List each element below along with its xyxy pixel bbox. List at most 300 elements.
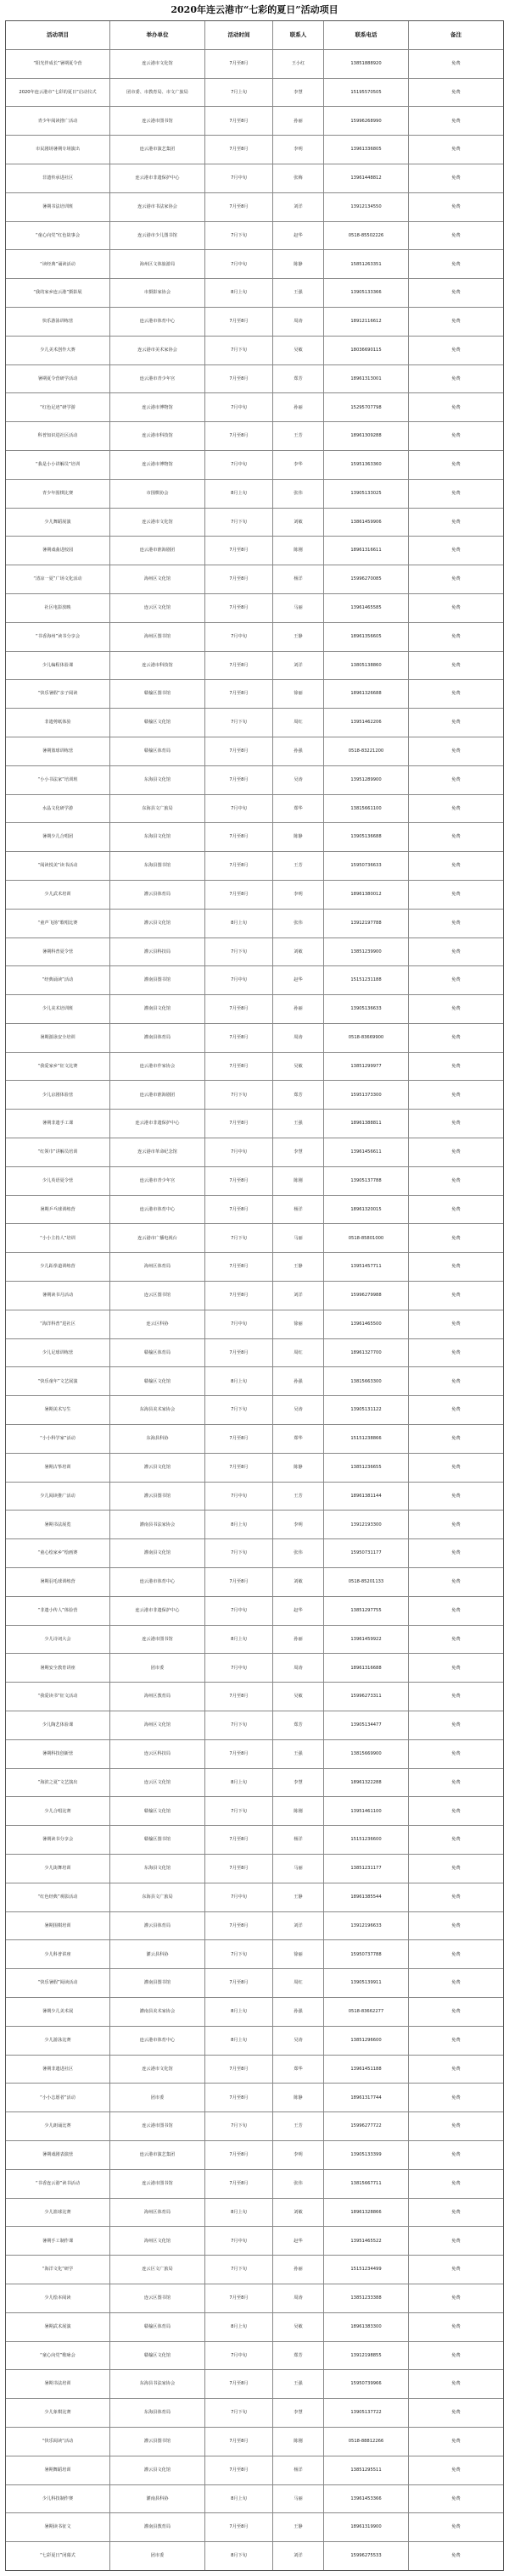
cell-activity: 少儿合唱比赛 [44,1808,71,1814]
cell-contact: 徐丽 [272,680,323,708]
cell-activity: “童心向党”歌咏会 [40,2352,76,2358]
table-row [6,2369,503,2398]
cell-note: 免费 [408,422,503,450]
cell-time: 7月至8月 [204,1826,272,1854]
cell-phone: 13961451188 [323,2056,408,2084]
cell-activity: 暑期乒乓球训练营 [40,1206,76,1212]
cell-organizer: 连云港市非遗保护中心 [109,164,204,192]
table-row [6,2312,503,2341]
cell-phone: 13851295511 [323,2456,408,2484]
table-row [6,78,503,107]
cell-note: 免费 [408,136,503,164]
cell-note: 免费 [408,1483,503,1511]
table-row [6,364,503,393]
cell-time: 7月至8月 [204,652,272,680]
cell-activity: 暑期篮球训练营 [42,748,74,754]
table-row [6,536,503,565]
header-note: 备注 [408,21,503,49]
cell-contact: 孙丽 [272,393,323,421]
cell-contact: 王强 [272,1740,323,1768]
cell-activity: “我的家乡连云港”摄影展 [33,290,82,296]
cell-note: 免费 [408,795,503,823]
cell-organizer: 灌南县文化馆 [109,1539,204,1567]
cell-time: 7月下旬 [204,222,272,250]
cell-organizer: 连云港市书法家协会 [109,193,204,221]
cell-phone: 13851239900 [323,938,408,966]
cell-activity: 暑期非遗进社区 [42,2066,74,2072]
cell-time: 7月下旬 [204,2399,272,2427]
cell-activity: 少儿跆拳道训练营 [40,1264,76,1270]
cell-time: 8月上旬 [204,2485,272,2513]
cell-phone: 13815667711 [323,2170,408,2198]
table-row [6,1109,503,1138]
cell-contact: 刘洋 [272,1912,323,1940]
cell-phone: 13912196633 [323,1912,408,1940]
cell-contact: 刘敏 [272,1568,323,1596]
cell-activity: “我是小小讲解员”培训 [35,462,81,468]
cell-note: 免费 [408,938,503,966]
cell-contact: 陈刚 [272,537,323,565]
cell-time: 7月至8月 [204,422,272,450]
cell-note: 免费 [408,2141,503,2169]
header-activity: 活动项目 [47,31,69,39]
cell-organizer: 灌南县美术家协会 [109,1998,204,2026]
table-row [6,765,503,794]
cell-time: 7月至8月 [204,2170,272,2198]
cell-note: 免费 [408,1539,503,1567]
cell-organizer: 连云区图书馆 [109,1282,204,1310]
cell-phone: 0518-83669900 [323,1024,408,1052]
cell-contact: 陈静 [272,1454,323,1482]
cell-activity: 暑期夏令营研学活动 [37,376,78,381]
cell-activity: “快乐暑假”亲子阅读 [37,691,78,697]
cell-phone: 13961456611 [323,1138,408,1166]
cell-phone: 13961453366 [323,2485,408,2513]
cell-note: 免费 [408,1024,503,1052]
table-row [6,1252,503,1281]
cell-note: 免费 [408,279,503,307]
cell-phone: 18961381144 [323,1483,408,1511]
cell-note: 免费 [408,393,503,421]
cell-time: 7月至8月 [204,1167,272,1195]
cell-activity: “快乐阅读”活动 [42,2439,74,2445]
cell-organizer: 灌云县科协 [109,1940,204,1968]
table-row [6,565,503,593]
cell-time: 7月下旬 [204,1940,272,1968]
cell-contact: 杨洋 [272,1196,323,1224]
cell-contact: 王静 [272,1253,323,1281]
cell-phone: 18912116612 [323,308,408,336]
cell-time: 8月上旬 [204,1998,272,2026]
cell-organizer: 海州区体育局 [109,2199,204,2227]
table-header-row [6,21,503,49]
table-row [6,1395,503,1424]
cell-contact: 吴涛 [272,766,323,794]
cell-organizer: 灌云县科技局 [109,938,204,966]
cell-phone: 15950736633 [323,852,408,880]
cell-organizer: 海州区图书馆 [109,623,204,651]
cell-activity: 少儿诗词大会 [44,1636,71,1642]
table-row [6,135,503,164]
cell-note: 免费 [408,1425,503,1453]
cell-note: 免费 [408,995,503,1023]
cell-contact: 刘洋 [272,193,323,221]
cell-activity: 少儿科技制作赛 [42,2495,74,2501]
cell-note: 免费 [408,365,503,393]
cell-note: 免费 [408,2056,503,2084]
cell-activity: 暑期书法培训班 [42,203,74,209]
cell-note: 免费 [408,222,503,250]
cell-organizer: 灌云县文化馆 [109,1454,204,1482]
cell-activity: “童心向党”红色故事会 [35,232,81,238]
cell-contact: 陈刚 [272,2428,323,2456]
cell-organizer: 灌南县教育局 [109,2513,204,2541]
cell-phone: 15195570505 [323,79,408,107]
cell-activity: 暑期游泳安全培训 [40,1035,76,1041]
cell-time: 7月至8月 [204,50,272,78]
cell-phone: 13851236655 [323,1454,408,1482]
cell-time: 7月下旬 [204,1539,272,1567]
table-row [6,1825,503,1854]
cell-contact: 李华 [272,451,323,479]
cell-time: 7月至8月 [204,2056,272,2084]
cell-time: 7月中旬 [204,966,272,994]
table-row [6,1739,503,1768]
cell-phone: 15950737788 [323,1940,408,1968]
table-row [6,1482,503,1511]
cell-note: 免费 [408,1969,503,1997]
cell-phone: 13912197788 [323,910,408,937]
cell-contact: 吴敏 [272,2313,323,2341]
table-row [6,2398,503,2427]
table-row [6,2484,503,2513]
cell-activity: “童心绘家乡”绘画赛 [37,1550,78,1556]
cell-activity: 少儿街舞培训 [44,1866,71,1872]
cell-organizer: 连云港市文化馆 [109,2056,204,2084]
cell-organizer: 东海县文化馆 [109,823,204,851]
cell-note: 免费 [408,1310,503,1338]
cell-phone: 18961320015 [323,1196,408,1224]
cell-time: 7月中旬 [204,164,272,192]
cell-organizer: 东海县文化馆 [109,1855,204,1883]
cell-activity: “快乐童年”文艺展演 [37,1378,78,1384]
cell-activity: 暑期科技创新营 [42,1750,74,1756]
cell-organizer: 东海县科协 [109,1425,204,1453]
cell-organizer: 灌南县文化馆 [109,995,204,1023]
cell-time: 7月至8月 [204,2513,272,2541]
cell-contact: 李慧 [272,1769,323,1797]
table-row [6,1310,503,1338]
cell-phone: 13905133025 [323,480,408,508]
cell-organizer: 海州区文化馆 [109,565,204,593]
cell-contact: 李明 [272,2141,323,2169]
cell-organizer: 赣榆区文化馆 [109,1367,204,1395]
cell-contact: 陈静 [272,250,323,278]
cell-time: 7月至8月 [204,107,272,135]
cell-phone: 15151236600 [323,1826,408,1854]
table-row [6,1625,503,1654]
cell-organizer: 东海县文广旅局 [109,1883,204,1911]
cell-contact: 李明 [272,1511,323,1538]
cell-time: 7月下旬 [204,2112,272,2140]
cell-contact: 张伟 [272,910,323,937]
cell-time: 7月至8月 [204,737,272,765]
cell-organizer: 赣榆区文化馆 [109,1797,204,1825]
cell-note: 免费 [408,623,503,651]
cell-activity: 暑期非遗手工课 [42,1121,74,1127]
cell-contact: 刘洋 [272,1282,323,1310]
cell-phone: 13851888920 [323,50,408,78]
cell-contact: 刘敏 [272,2199,323,2227]
cell-note: 免费 [408,79,503,107]
cell-contact: 李慧 [272,1138,323,1166]
cell-contact: 孙丽 [272,107,323,135]
cell-activity: 暑期戏曲进校园 [42,548,74,554]
cell-phone: 15951363360 [323,451,408,479]
cell-note: 免费 [408,2313,503,2341]
cell-organizer: 灌云县图书馆 [109,1483,204,1511]
cell-note: 免费 [408,1511,503,1538]
cell-organizer: 连云港市图书馆 [109,107,204,135]
table-row [6,392,503,421]
cell-phone: 15951373300 [323,1081,408,1109]
cell-note: 免费 [408,2370,503,2398]
cell-contact: 王强 [272,279,323,307]
cell-organizer: 灌南县书法家协会 [109,1511,204,1538]
cell-contact: 杨洋 [272,565,323,593]
cell-activity: “七彩夏日”闭幕式 [40,2553,76,2559]
cell-phone: 18961380012 [323,881,408,909]
cell-contact: 吴敏 [272,1053,323,1081]
cell-phone: 18961327700 [323,1339,408,1367]
cell-note: 免费 [408,1224,503,1252]
table-row [6,851,503,880]
cell-note: 免费 [408,2084,503,2111]
cell-phone: 15151231188 [323,966,408,994]
cell-activity: 少儿足球训练营 [42,1349,74,1355]
cell-phone: 13961459922 [323,1626,408,1654]
cell-activity: “海洋文化”研学 [42,2267,74,2273]
cell-phone: 13951465522 [323,2227,408,2255]
cell-activity: 暑期美术写生 [44,1407,71,1413]
cell-activity: “书香海州”读书分享会 [35,633,81,639]
table-row [6,1166,503,1195]
cell-note: 免费 [408,1797,503,1825]
cell-time: 7月至8月 [204,1110,272,1138]
cell-note: 免费 [408,1454,503,1482]
cell-organizer: 市摄影家协会 [109,279,204,307]
cell-phone: 13961465585 [323,594,408,622]
cell-phone: 0518-85801000 [323,1224,408,1252]
cell-organizer: 东海县美术家协会 [109,1396,204,1424]
cell-phone: 18961317744 [323,2084,408,2111]
cell-organizer: 连云港市青少年宫 [109,365,204,393]
cell-activity: 暑期古筝培训 [44,1464,71,1470]
cell-organizer: 东海县文广旅局 [109,795,204,823]
cell-activity: 暑期少儿合唱团 [42,834,74,840]
cell-time: 7月中旬 [204,451,272,479]
cell-organizer: 连云港市体育中心 [109,308,204,336]
cell-note: 免费 [408,1626,503,1654]
cell-contact: 王静 [272,1883,323,1911]
cell-organizer: 灌南县图书馆 [109,1969,204,1997]
cell-activity: 暑期读书分享会 [42,1837,74,1843]
cell-note: 免费 [408,1053,503,1081]
cell-organizer: 海州区文化馆 [109,2227,204,2255]
header-phone: 联系电话 [323,21,408,49]
cell-contact: 李慧 [272,79,323,107]
cell-contact: 王静 [272,623,323,651]
cell-contact: 李明 [272,136,323,164]
cell-organizer: 连云港市演艺集团 [109,136,204,164]
table-row [6,1682,503,1711]
cell-phone: 13905139911 [323,1969,408,1997]
cell-time: 8月上旬 [204,1626,272,1654]
cell-activity: 少儿武术培训 [44,892,71,898]
cell-contact: 周红 [272,1969,323,1997]
cell-time: 7月至8月 [204,193,272,221]
cell-activity: 社区电影放映 [44,605,71,611]
cell-contact: 徐丽 [272,1940,323,1968]
cell-phone: 15851263351 [323,250,408,278]
cell-organizer: 连云港市科技馆 [109,422,204,450]
cell-phone: 13905137788 [323,1167,408,1195]
cell-phone: 13905136633 [323,995,408,1023]
table-row [6,421,503,450]
cell-organizer: 连云港市博物馆 [109,451,204,479]
cell-organizer: 海州区文化馆 [109,1711,204,1739]
cell-contact: 刘敏 [272,938,323,966]
table-row [6,278,503,307]
cell-phone: 0518-83221200 [323,737,408,765]
cell-contact: 吴涛 [272,2027,323,2055]
cell-activity: “读经典”诵读活动 [40,261,76,267]
cell-phone: 15151238866 [323,1425,408,1453]
cell-phone: 15996279988 [323,1282,408,1310]
cell-activity: 少儿象棋比赛 [44,2410,71,2416]
table-row [6,2541,503,2570]
cell-contact: 赵华 [272,1597,323,1625]
cell-phone: 15151234499 [323,2256,408,2284]
table-row [6,1711,503,1739]
cell-note: 免费 [408,1081,503,1109]
cell-note: 免费 [408,1339,503,1367]
cell-note: 免费 [408,2513,503,2541]
cell-contact: 张伟 [272,480,323,508]
cell-contact: 郑芳 [272,1081,323,1109]
table-row [6,479,503,508]
cell-time: 7月至8月 [204,537,272,565]
cell-organizer: 连云港市非遗保护中心 [109,1597,204,1625]
cell-activity: 少儿美术创作大赛 [40,347,76,353]
cell-phone: 15950731177 [323,1539,408,1567]
cell-organizer: 团市委 [109,1654,204,1682]
cell-note: 免费 [408,966,503,994]
cell-activity: “书香连云港”读书活动 [35,2180,81,2186]
cell-note: 免费 [408,823,503,851]
cell-phone: 15295707798 [323,393,408,421]
cell-contact: 王静 [272,2513,323,2541]
cell-note: 免费 [408,2342,503,2370]
cell-time: 7月至8月 [204,823,272,851]
cell-contact: 王强 [272,2370,323,2398]
table-row [6,593,503,622]
cell-time: 7月中旬 [204,250,272,278]
cell-contact: 张梅 [272,164,323,192]
cell-activity: 少儿美术培训班 [42,1006,74,1012]
cell-organizer: 连云港市作家协会 [109,1053,204,1081]
cell-time: 7月至8月 [204,1855,272,1883]
cell-note: 免费 [408,193,503,221]
table-row [6,49,503,78]
cell-time: 8月上旬 [204,2027,272,2055]
table-row [6,2512,503,2541]
cell-phone: 15996277722 [323,2112,408,2140]
cell-note: 免费 [408,2284,503,2312]
table-row [6,651,503,680]
cell-phone: 13815663300 [323,1367,408,1395]
cell-time: 8月上旬 [204,1769,272,1797]
cell-activity: “我爱家乡”征文比赛 [37,1063,78,1069]
table-row [6,336,503,364]
cell-note: 免费 [408,1711,503,1739]
cell-activity: 暑期读书征文 [44,2524,71,2530]
cell-time: 8月上旬 [204,2313,272,2341]
cell-activity: 少儿朗诵比赛 [44,2123,71,2129]
cell-time: 7月至8月 [204,1053,272,1081]
table-row [6,2111,503,2140]
cell-phone: 13905133366 [323,279,408,307]
cell-note: 免费 [408,1769,503,1797]
cell-activity: “快乐暑假”阅读活动 [37,1980,78,1986]
cell-contact: 王芳 [272,2112,323,2140]
cell-time: 7月下旬 [204,509,272,537]
cell-time: 7月至8月 [204,1568,272,1596]
table-row [6,164,503,192]
activity-table [5,20,504,2571]
cell-organizer: 连云区科技局 [109,1740,204,1768]
table-row [6,622,503,651]
header-time: 活动时间 [204,21,272,49]
cell-activity: “红领巾”讲解员培训 [37,1149,78,1155]
cell-organizer: 连云港市广播电视台 [109,1224,204,1252]
cell-activity: 少儿篮球比赛 [44,2209,71,2215]
cell-phone: 15996273311 [323,1683,408,1711]
cell-note: 免费 [408,1940,503,1968]
cell-phone: 13912193300 [323,1511,408,1538]
header-contact: 联系人 [272,21,323,49]
table-row [6,1939,503,1968]
cell-organizer: 连云港市体育中心 [109,2027,204,2055]
table-row [6,1796,503,1825]
cell-contact: 张伟 [272,1539,323,1567]
cell-organizer: 连云港市革命纪念馆 [109,1138,204,1166]
cell-time: 8月上旬 [204,1367,272,1395]
cell-activity: “小小志愿者”活动 [40,2095,76,2100]
cell-organizer: 海州区教育局 [109,1683,204,1711]
cell-organizer: 连云港市文化馆 [109,509,204,537]
table-row [6,307,503,336]
table-row [6,1653,503,1682]
cell-note: 免费 [408,250,503,278]
table-row [6,1281,503,1310]
cell-phone: 13905137722 [323,2399,408,2427]
cell-note: 免费 [408,509,503,537]
table-row [6,1023,503,1052]
table-row [6,1997,503,2026]
cell-note: 免费 [408,1998,503,2026]
cell-note: 免费 [408,337,503,364]
